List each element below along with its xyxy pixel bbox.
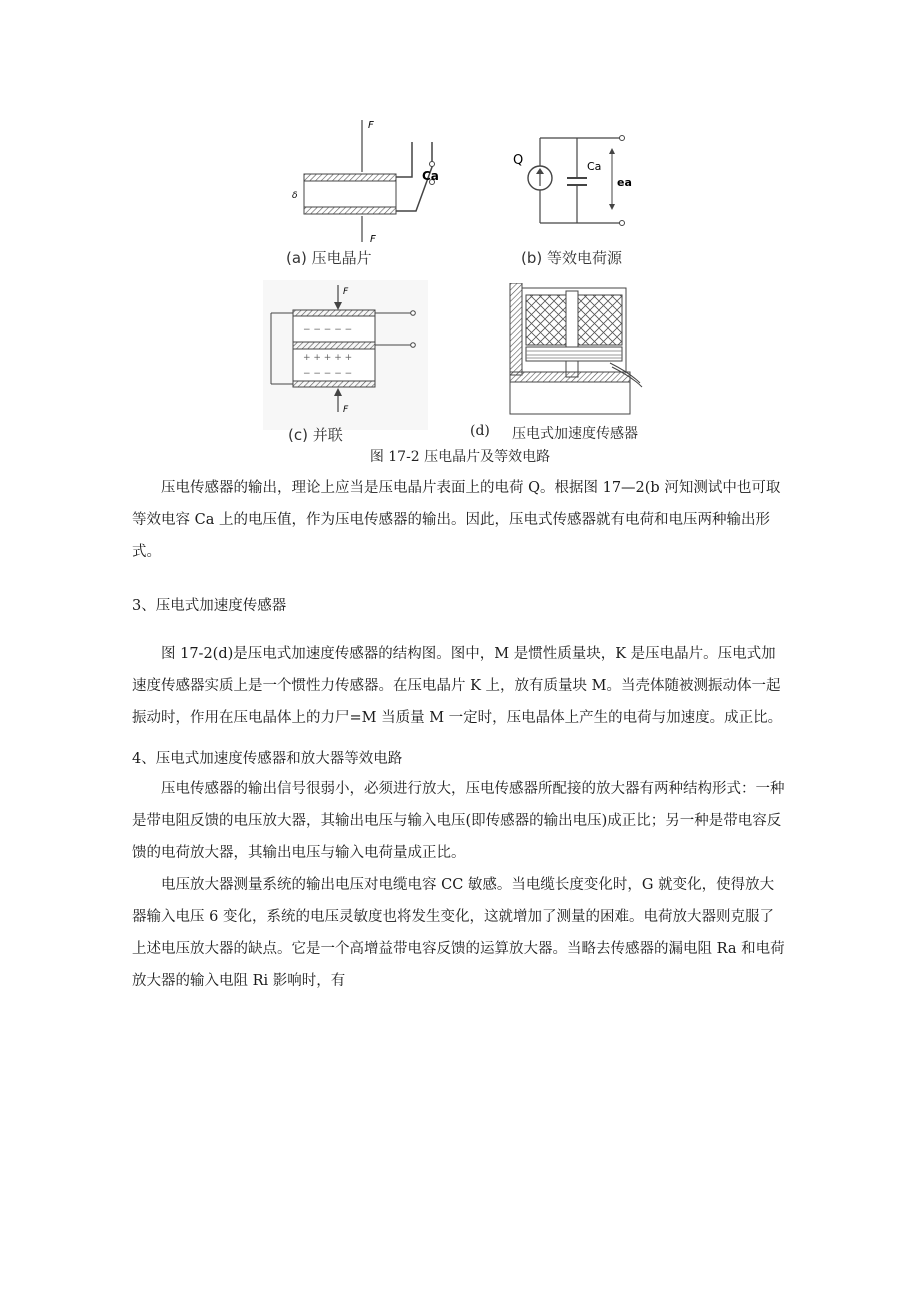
base-plate: [510, 372, 630, 382]
figure-d-accelerometer: [500, 283, 650, 418]
crystal-body: [304, 181, 396, 207]
delta-label: δ: [292, 191, 298, 201]
force-label-bottom: F: [370, 234, 376, 245]
caption-d-text: 压电式加速度传感器: [512, 426, 638, 442]
piezo-stack: [526, 347, 622, 361]
capacitor-label: Ca: [587, 160, 602, 173]
section-heading-4: 4、压电式加速度传感器和放大器等效电路: [132, 751, 403, 767]
force-label-top: F: [368, 120, 374, 131]
plus-row: + + + + +: [303, 353, 353, 363]
bottom-electrode: [304, 207, 396, 214]
ca-label: Ca: [422, 169, 439, 183]
force-label-c-top: F: [343, 287, 349, 297]
minus-row-2: − − − − −: [303, 369, 353, 379]
q-label: Q: [513, 153, 524, 168]
force-label-c-bottom: F: [343, 405, 349, 415]
minus-row-1: − − − − −: [303, 325, 353, 335]
mass-block-right: [576, 295, 622, 345]
paragraph-accelerometer: 图 17-2(d)是压电式加速度传感器的结构图。图中，M 是惯性质量块，K 是压电晶片。压电式加速度传感器实质上是一个惯性力传感器。在压电晶片 K 上，放有质量块 M。当壳体随被测振动体一起振动时，作用在压电晶体上的力尸=M 当质量 M 一定时，压电晶体上产生的电荷与加速度。成正比。: [132, 646, 783, 726]
figure-c-parallel: [263, 280, 428, 430]
top-electrode: [304, 174, 396, 181]
caption-b: (b) 等效电荷源: [521, 249, 622, 267]
section-heading-3: 3、压电式加速度传感器: [132, 598, 287, 614]
paragraph-output: 压电传感器的输出，理论上应当是压电晶片表面上的电荷 Q。根据图 17—2(b 河知测试中也可取等效电容 Ca 上的电压值，作为压电传感器的输出。因此，压电式传感器就有电荷和电压两种输出形式。: [132, 480, 781, 560]
caption-c: (c) 并联: [288, 426, 343, 444]
bolt: [566, 291, 578, 377]
housing-wall: [510, 283, 522, 375]
caption-d-letter: (d): [470, 423, 490, 439]
figure-title: 图 17-2 压电晶片及等效电路: [369, 449, 551, 465]
base-block: [510, 382, 630, 414]
figure-b-equivalent-source: [505, 128, 655, 233]
ea-label: ea: [617, 176, 632, 189]
caption-a: (a) 压电晶片: [286, 249, 372, 267]
paragraph-voltage-amplifier: 电压放大器测量系统的输出电压对电缆电容 CC 敏感。当电缆长度变化时，G 就变化，使得放大器输入电压 6 变化，系统的电压灵敏度也将发生变化，这就增加了测量的困难。电荷放大器则克服了上述电压放大器的缺点。它是一个高增益带电容反馈的运算放大器。当略去传感器的漏电阻 Ra 和电荷放大器的输入电阻 Ri 影响时，有: [132, 877, 785, 989]
mass-block-left: [526, 295, 570, 345]
paragraph-amplifier: 压电传感器的输出信号很弱小，必须进行放大，压电传感器所配接的放大器有两种结构形式：一种是带电阻反馈的电压放大器，其输出电压与输入电压(即传感器的输出电压)成正比；另一种是带电容反馈的电荷放大器，其输出电压与输入电荷量成正比。: [132, 781, 785, 861]
